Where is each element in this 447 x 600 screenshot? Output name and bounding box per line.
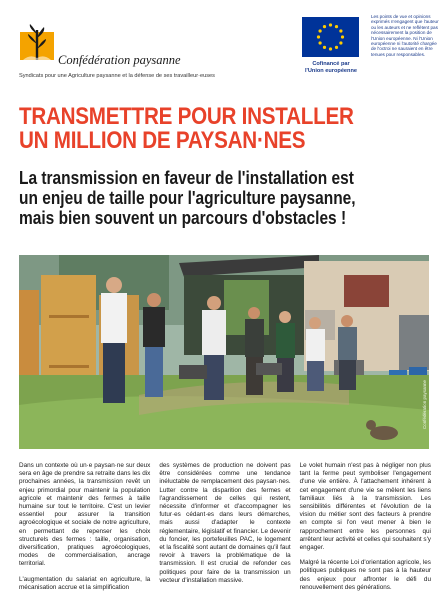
body-paragraph: L'augmentation du salariat en agriculture, la mécanisation accrue et la simplification xyxy=(19,575,151,591)
photo-illustration xyxy=(19,255,429,449)
subtitle-line3: mais bien souvent un parcours d'obstacles ! xyxy=(19,208,347,228)
body-column-3 xyxy=(300,462,431,596)
body-column-2 xyxy=(159,462,290,596)
brand-tagline: Syndicats pour une Agriculture paysanne et la défense de ses travailleur·euses xyxy=(19,73,215,79)
page-header xyxy=(0,0,447,95)
farm-group-photo xyxy=(19,255,429,449)
photo-credit: Confédération paysanne xyxy=(422,379,427,429)
body-paragraph: Dans un contexte où un·e paysan·ne sur deux sera en âge de prendre sa retraite dans les dix prochaines années, la transmission revêt un enjeu primordial pour maintenir la population agricole et maintenir des fermes à taille humaine sur tout le territoire. C'est un levier essentiel pour assurer la transition agroécologique et sociale de notre agriculture, en permettant de repenser les choix structurels des fermes : taille, organisation, diversification, pratiques agroécologiques, modes de commercialisation, ancrage territorial. xyxy=(19,462,151,568)
eu-caption-line1: Cofinancé par xyxy=(312,61,350,67)
brand-name: Confédération paysanne xyxy=(58,53,181,67)
eu-flag-icon xyxy=(302,17,359,57)
title-line2: UN MILLION DE PAYSAN·NES xyxy=(19,127,306,154)
subtitle-line1: La transmission en faveur de l'installation est xyxy=(19,168,354,188)
body-paragraph: des systèmes de production ne doivent pas être considérées comme une tendance inéluctable de remplacement des paysan·nes. Lutter contre la disparition des fermes et l'agrandissement de celles qui restent, nécessite d'informer et d'accompagner les futur·es cédant·es dans leurs démarches, mais aussi d'adapter le contexte réglementaire, législatif et financier. Le devenir du foncier, les portefeuilles PAC, le logement et la fiscalité sont autant de domaines qu'il faut revoir à travers la problématique de la transmission. Il est crucial de refonder ces politiques pour faire de la transmission un vecteur d'installation massive. xyxy=(159,462,291,584)
confederation-paysanne-logo-icon xyxy=(20,24,54,60)
article-body xyxy=(19,462,431,596)
article-title xyxy=(19,105,372,153)
subtitle-line2: un enjeu de taille pour l'agriculture paysanne, xyxy=(19,188,356,208)
eu-cofinance-caption xyxy=(296,61,366,75)
eu-disclaimer: Les points de vue et opinions exprimés n'engagent que l'auteur ou les auteurs et ne reflètent pas nécessairement la position de l'Union européenne. Ni l'Union européenne ni l'autorité chargée de l'octroi ne sauraient en être tenues pour responsables. xyxy=(371,14,439,57)
article-subtitle xyxy=(19,168,428,228)
body-column-1 xyxy=(19,462,150,596)
eu-caption-line2: l'Union européenne xyxy=(305,68,357,74)
body-paragraph: Le volet humain n'est pas à négliger non plus tant la ferme peut symboliser l'engagement d'une vie entière. À l'attachement inhérent à cet engagement d'une vie se mêlent les liens familiaux liés à la transmission. Les sensibilités différentes et l'évolution de la vision du métier sont des facteurs à prendre en compte si l'on veut mener à bien le rapprochement entre les personnes qui arrêtent leur activité et celles qui souhaitent s'y engager. xyxy=(299,462,431,552)
title-line1: TRANSMETTRE POUR INSTALLER xyxy=(19,103,354,130)
body-paragraph: Malgré la récente Loi d'orientation agricole, les politiques publiques ne sont pas à la hauteur des enjeux pour affronter le défi du renouvellement des générations. xyxy=(299,559,431,591)
